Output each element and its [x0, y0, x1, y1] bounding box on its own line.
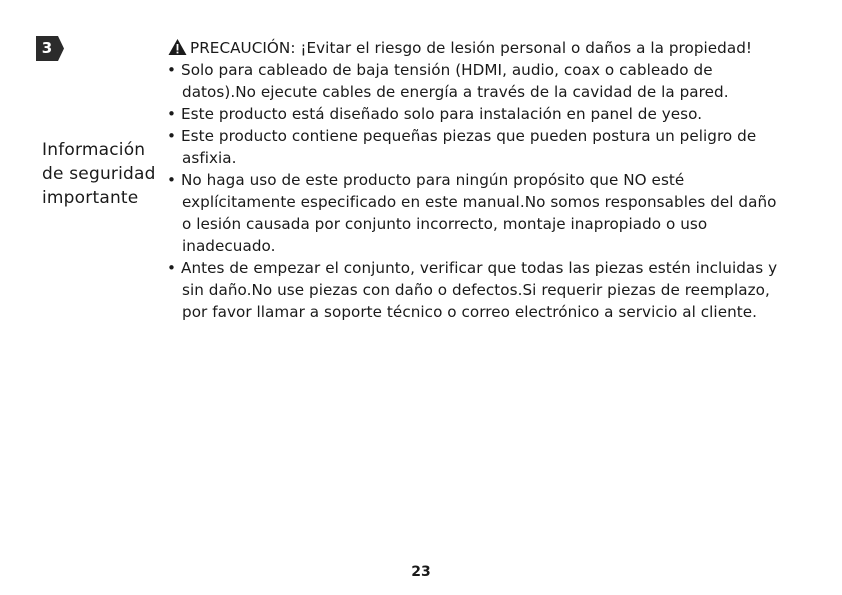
- list-item: [167, 59, 807, 103]
- list-item: [167, 103, 807, 125]
- caution-text: ¡Evitar el riesgo de lesión personal o daños a la propiedad!: [295, 39, 753, 57]
- bullet-icon: •: [167, 61, 177, 79]
- bullet-icon: •: [167, 259, 177, 277]
- list-item-line: inadecuado.: [182, 237, 276, 255]
- warning-triangle-icon: [168, 38, 187, 56]
- section-heading: [42, 138, 172, 210]
- list-item-line: o lesión causada por conjunto incorrecto, montaje inapropiado o uso: [182, 215, 708, 233]
- bullet-icon: •: [167, 171, 177, 189]
- list-item-line: Antes de empezar el conjunto, verificar que todas las piezas estén incluidas y: [181, 259, 778, 277]
- list-item: [167, 169, 807, 257]
- caution-label: PRECAUCIÓN:: [190, 39, 296, 57]
- section-heading-line: Información: [42, 140, 146, 160]
- section-heading-line: importante: [42, 188, 139, 208]
- list-item-line: asfixia.: [182, 149, 237, 167]
- list-item-line: Solo para cableado de baja tensión (HDMI, audio, coax o cableado de: [181, 61, 713, 79]
- list-item-line: por favor llamar a soporte técnico o correo electrónico a servicio al cliente.: [182, 303, 758, 321]
- list-item-line: Este producto contiene pequeñas piezas que pueden postura un peligro de: [181, 127, 757, 145]
- caution-line: [168, 37, 752, 59]
- list-item: [167, 125, 807, 169]
- section-heading-line: de seguridad: [42, 164, 156, 184]
- page-number: 23: [411, 564, 431, 580]
- safety-list: [167, 59, 807, 323]
- bullet-icon: •: [167, 105, 177, 123]
- step-badge: [36, 36, 66, 61]
- list-item-line: explícitamente especificado en este manual.No somos responsables del daño: [182, 193, 777, 211]
- list-item-line: Este producto está diseñado solo para instalación en panel de yeso.: [181, 105, 703, 123]
- list-item: [167, 257, 807, 323]
- list-item-line: No haga uso de este producto para ningún propósito que NO esté: [181, 171, 685, 189]
- bullet-icon: •: [167, 127, 177, 145]
- step-number: 3: [41, 39, 53, 57]
- list-item-line: datos).No ejecute cables de energía a través de la cavidad de la pared.: [182, 83, 729, 101]
- list-item-line: sin daño.No use piezas con daño o defectos.Si requerir piezas de reemplazo,: [182, 281, 770, 299]
